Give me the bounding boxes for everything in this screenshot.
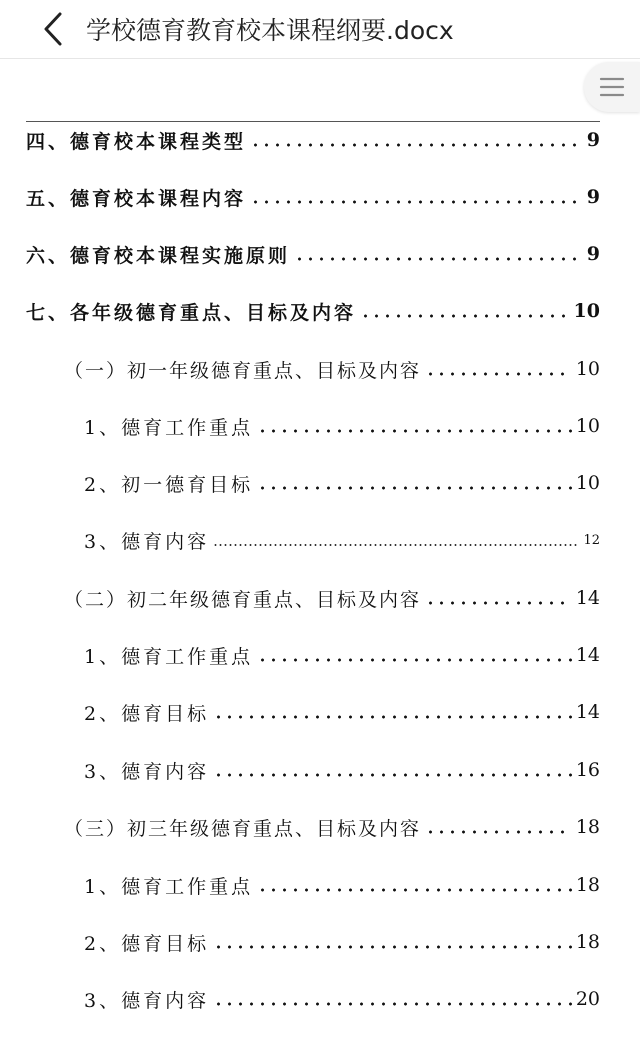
toc-entry-page: 12 xyxy=(583,532,600,548)
toc-entry-title: 2、初一德育目标 xyxy=(84,473,254,496)
dot-leader xyxy=(294,256,578,262)
toc-entry-title: 四、德育校本课程类型 xyxy=(26,130,247,153)
toc-entry[interactable] xyxy=(26,124,600,156)
toc-entry[interactable] xyxy=(84,696,600,728)
toc-entry-title: （二）初二年级德育重点、目标及内容 xyxy=(64,588,422,611)
toc-entry[interactable] xyxy=(84,869,600,901)
toc-entry-title: 3、德育内容 xyxy=(84,530,210,553)
page-divider xyxy=(26,121,600,122)
toc-entry-title: 七、各年级德育重点、目标及内容 xyxy=(26,301,357,324)
toc-entry-page: 9 xyxy=(586,129,600,151)
hamburger-menu-icon xyxy=(599,76,625,98)
toc-entry-title: 1、德育工作重点 xyxy=(84,645,254,668)
toc-entry-title: 1、德育工作重点 xyxy=(84,875,254,898)
dot-leader xyxy=(213,944,572,950)
toc-entry-title: 3、德育内容 xyxy=(84,760,210,783)
top-bar xyxy=(0,0,640,59)
toc-entry[interactable] xyxy=(64,353,600,385)
toc-entry-page: 16 xyxy=(575,759,600,781)
toc-entry-title: 1、德育工作重点 xyxy=(84,416,254,439)
toc-entry-page: 18 xyxy=(575,816,600,838)
dot-leader xyxy=(213,714,572,720)
toc-entry[interactable] xyxy=(84,410,600,442)
toc-entry-page: 10 xyxy=(575,472,600,494)
dot-leader xyxy=(360,313,570,319)
toc-entry-page: 10 xyxy=(575,358,600,380)
toc-entry-page: 10 xyxy=(575,415,600,437)
dot-leader xyxy=(257,887,572,893)
document-title: 学校德育教育校本课程纲要.docx xyxy=(86,16,454,45)
dot-leader xyxy=(257,485,572,491)
toc-entry[interactable] xyxy=(84,639,600,671)
toc-entry-title: 六、德育校本课程实施原则 xyxy=(26,244,291,267)
dot-leader xyxy=(425,371,572,377)
dot-leader xyxy=(257,657,572,663)
toc-entry-page: 10 xyxy=(573,300,600,322)
toc-entry-page: 18 xyxy=(575,931,600,953)
toc-entry-page: 14 xyxy=(575,644,600,666)
toc-entry-page: 14 xyxy=(575,701,600,723)
toc-entry-page: 20 xyxy=(575,988,600,1010)
toc-entry-title: （一）初一年级德育重点、目标及内容 xyxy=(64,359,422,382)
dot-leader xyxy=(425,600,572,606)
menu-button[interactable] xyxy=(584,62,640,112)
toc-entry[interactable] xyxy=(64,811,600,843)
dot-leader xyxy=(425,829,572,835)
toc-entry[interactable] xyxy=(84,467,600,499)
toc-entry[interactable] xyxy=(84,524,600,556)
toc-entry[interactable] xyxy=(84,926,600,958)
chevron-left-icon xyxy=(42,11,64,47)
toc-entry-title: 3、德育内容 xyxy=(84,989,210,1012)
back-button[interactable] xyxy=(28,6,78,52)
dot-leader xyxy=(213,772,572,778)
toc-entry[interactable] xyxy=(26,295,600,327)
dot-leader xyxy=(213,542,578,548)
toc-entry-page: 9 xyxy=(586,243,600,265)
toc-entry-page: 14 xyxy=(575,587,600,609)
dot-leader xyxy=(213,1001,572,1007)
toc-entry-title: 2、德育目标 xyxy=(84,932,210,955)
dot-leader xyxy=(250,199,578,205)
toc-entry-title: 五、德育校本课程内容 xyxy=(26,187,247,210)
toc-entry[interactable] xyxy=(64,582,600,614)
toc-entry-page: 18 xyxy=(575,874,600,896)
toc-entry-title: 2、德育目标 xyxy=(84,702,210,725)
toc-entry[interactable] xyxy=(84,983,600,1015)
dot-leader xyxy=(250,142,578,148)
toc-entry[interactable] xyxy=(26,181,600,213)
toc-entry[interactable] xyxy=(84,754,600,786)
toc-entry-title: （三）初三年级德育重点、目标及内容 xyxy=(64,817,422,840)
dot-leader xyxy=(257,428,572,434)
toc-entry[interactable] xyxy=(26,238,600,270)
toc-entry-page: 9 xyxy=(586,186,600,208)
